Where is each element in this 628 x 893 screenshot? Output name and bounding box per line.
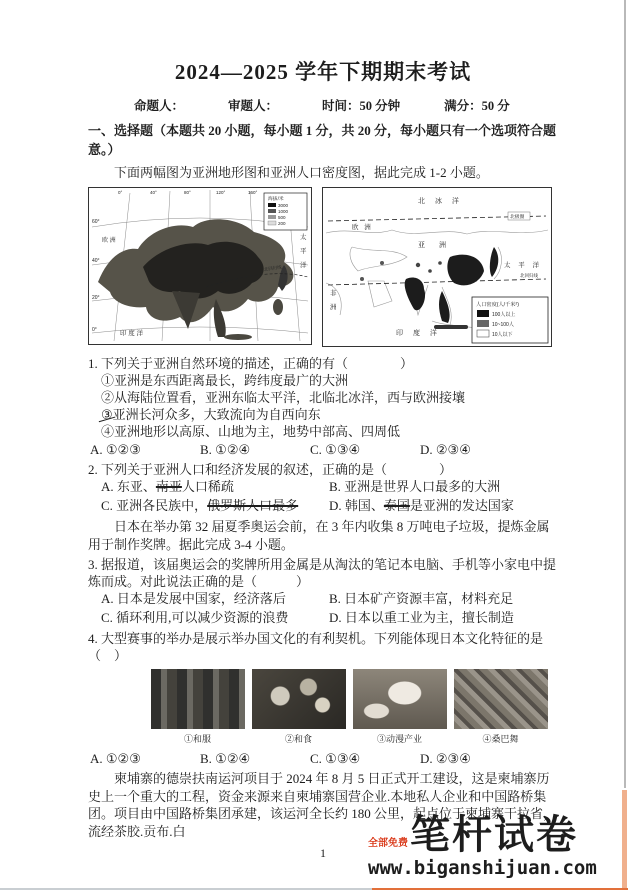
question-4 xyxy=(88,630,558,767)
q2-option-c: C. 亚洲各民族中，俄罗斯人口最多 xyxy=(101,498,299,513)
q1-s3-pen-mark: ③ xyxy=(101,407,113,422)
q4-caption-4: ④桑巴舞 xyxy=(482,734,519,744)
q4-photo-cell-2 xyxy=(252,669,346,748)
q2-a-strikethrough: 南亚 xyxy=(155,479,182,494)
q4-photo-row xyxy=(140,669,558,748)
q1-option-c: C. ①③④ xyxy=(310,442,361,457)
q3-stem: 3. 据报道，该届奥运会的奖牌所用金属是从淘汰的笔记本电脑、手机等小家电中提炼而成。对此说法正确的是（ ） xyxy=(88,557,557,589)
svg-text:非: 非 xyxy=(330,290,337,297)
kimono-photo xyxy=(151,669,245,729)
lat-60: 60° xyxy=(92,219,100,225)
svg-text:1000: 1000 xyxy=(278,209,289,214)
q4-photo-cell-1 xyxy=(151,669,245,748)
left-map-indian-label: 印 度 洋 xyxy=(120,330,144,337)
q3-option-a: A. 日本是发展中国家，经济落后 xyxy=(101,591,286,606)
site-watermark xyxy=(368,815,597,879)
q4-caption-3: ③动漫产业 xyxy=(376,734,422,744)
page-bottom-edge-line xyxy=(0,888,372,890)
lon-40: 40° xyxy=(150,190,157,195)
q3-options xyxy=(88,590,558,627)
q4-stem: 4. 大型赛事的举办是展示举办国文化的有利契机。下列能体现日本文化特征的是（ ） xyxy=(88,631,544,663)
q2-option-a: A. 东亚、南亚人口稀疏 xyxy=(101,479,234,494)
right-map-tropic-label: 北回归线 xyxy=(520,273,538,278)
watermark-bottom-line xyxy=(372,888,628,890)
q3-option-b: B. 日本矿产资源丰富，材料充足 xyxy=(329,591,514,606)
time-label: 时间：50 分钟 xyxy=(322,99,401,113)
q1-statement-4: ④亚洲地形以高原、山地为主，地势中部高、四周低 xyxy=(101,424,401,439)
question-2 xyxy=(88,461,558,515)
site-url: www.biganshijuan.com xyxy=(368,857,597,879)
q4-option-b: B. ①②④ xyxy=(200,751,251,766)
left-map-tropic-label: 北回归线 xyxy=(263,264,282,272)
svg-text:3000: 3000 xyxy=(278,203,289,208)
q4-caption-2: ②和食 xyxy=(284,734,312,744)
right-map-arctic-ocean-label: 北 冰 洋 xyxy=(418,198,463,205)
reviewer-label: 审题人： xyxy=(228,99,279,113)
q2-d-strikethrough: 泰国 xyxy=(383,498,410,513)
left-map-pacific-label xyxy=(300,232,307,269)
q3-option-c: C. 循环利用,可以减少资源的浪费 xyxy=(101,610,289,625)
asia-population-density-map xyxy=(322,187,552,347)
page-right-edge-line xyxy=(624,0,626,788)
left-map-europe-label: 欧 洲 xyxy=(102,238,116,244)
q1-option-d: D. ②③④ xyxy=(420,442,471,457)
asia-topographic-map xyxy=(88,187,312,345)
q1-stem: 1. 下列关于亚洲自然环境的描述，正确的有（ ） xyxy=(88,356,414,371)
washoku-food-photo xyxy=(252,669,346,729)
q2-option-b: B. 亚洲是世界人口最多的大洲 xyxy=(329,479,501,494)
q4-caption-1: ①和服 xyxy=(183,734,211,744)
svg-text:平: 平 xyxy=(300,248,307,255)
q2-stem: 2. 下列关于亚洲人口和经济发展的叙述，正确的是（ ） xyxy=(88,462,453,477)
right-map-pacific-label: 太 平 洋 xyxy=(504,262,543,269)
lon-80: 80° xyxy=(184,190,191,195)
page-number: 1 xyxy=(320,846,326,860)
right-map-indian-label: 印 度 洋 xyxy=(396,330,441,337)
page-title: 2024—2025 学年下期期末考试 xyxy=(174,60,472,84)
lat-20: 20° xyxy=(92,295,100,301)
lon-120: 120° xyxy=(216,190,226,195)
q2-options xyxy=(88,478,558,515)
brand-logo-text: 笔杆试卷 xyxy=(410,813,578,857)
anime-industry-photo xyxy=(353,669,447,729)
svg-text:100人以上: 100人以上 xyxy=(492,312,516,318)
section-1-heading: 一、选择题（本题共 20 小题，每小题 1 分，共 20 分，每小题只有一个选项符合题意。） xyxy=(88,123,557,157)
left-map-legend xyxy=(264,193,307,230)
svg-text:人口密度(人/千米²): 人口密度(人/千米²) xyxy=(476,302,519,308)
svg-text:洲: 洲 xyxy=(330,304,337,311)
right-map-europe-label: 欧 洲 xyxy=(352,224,373,231)
svg-text:洋: 洋 xyxy=(300,262,307,269)
lat-0: 0° xyxy=(92,327,97,333)
svg-text:500: 500 xyxy=(278,215,286,220)
q2-option-d: D. 韩国、泰国是亚洲的发达国家 xyxy=(329,498,514,513)
maps-row xyxy=(88,187,558,347)
passage-canal: 柬埔寨的德崇扶南运河项目于 2024 年 8 月 5 日正式开工建设，这是柬埔寨历史上一个重大的工程，资金来源来自柬埔寨国营企业.本地私人企业和中国路桥集团。项目由中国路桥集团承建，该运河全长约 180 公里，起点位于柬埔寨干拉省，流经茶胶.贡布.白 xyxy=(88,771,557,839)
score-label: 满分：50 分 xyxy=(444,99,510,113)
q1-statement-2: ②从海陆位置看，亚洲东临太平洋，北临北冰洋，西与欧洲接壤 xyxy=(101,390,466,405)
q1-statement-1: ①亚洲是东西距离最长，跨纬度最广的大洲 xyxy=(101,373,349,388)
q4-photo-cell-4 xyxy=(454,669,548,748)
passage-q3-4: 日本在举办第 32 届夏季奥运会前，在 3 年内收集 8 万吨电子垃圾，提炼金属用于制作奖牌。据此完成 3-4 小题。 xyxy=(88,519,550,552)
q1-option-b: B. ①②④ xyxy=(200,442,251,457)
svg-text:10人以下: 10人以下 xyxy=(492,332,513,338)
q4-option-c: C. ①③④ xyxy=(310,751,361,766)
q4-option-d: D. ②③④ xyxy=(420,751,471,766)
proposer-label: 命题人： xyxy=(134,99,185,113)
q1-options xyxy=(88,441,558,458)
q1-statement-3: ③亚洲长河众多，大致流向为自西向东 xyxy=(101,407,321,422)
q4-photo-cell-3 xyxy=(353,669,447,748)
right-map-arctic-circle-label: 北极圈 xyxy=(510,215,525,220)
meta-line xyxy=(88,96,558,114)
samba-dance-photo xyxy=(454,669,548,729)
lat-40: 40° xyxy=(92,258,100,264)
lon-0: 0° xyxy=(118,190,123,195)
q4-options xyxy=(88,750,558,767)
svg-text:海拔/米: 海拔/米 xyxy=(268,197,284,202)
right-map-legend xyxy=(472,297,548,343)
lon-160: 160° xyxy=(248,190,258,195)
question-3 xyxy=(88,556,558,627)
q2-c-strikethrough: 俄罗斯人口最多 xyxy=(207,498,299,513)
intro-q1-2: 下面两幅图为亚洲地形图和亚洲人口密度图，据此完成 1-2 小题。 xyxy=(114,165,489,180)
free-badge: 全部免费 xyxy=(368,838,408,849)
svg-text:200: 200 xyxy=(278,221,286,226)
svg-text:太: 太 xyxy=(300,234,307,241)
q1-option-a: A. ①②③ xyxy=(90,442,141,457)
question-1 xyxy=(88,355,558,458)
watermark-right-bar xyxy=(622,790,627,888)
q3-option-d: D. 日本以重工业为主，擅长制造 xyxy=(329,610,514,625)
svg-text:10~100人: 10~100人 xyxy=(492,322,514,328)
q4-option-a: A. ①②③ xyxy=(90,751,141,766)
right-map-asia-label: 亚 洲 xyxy=(418,242,452,249)
